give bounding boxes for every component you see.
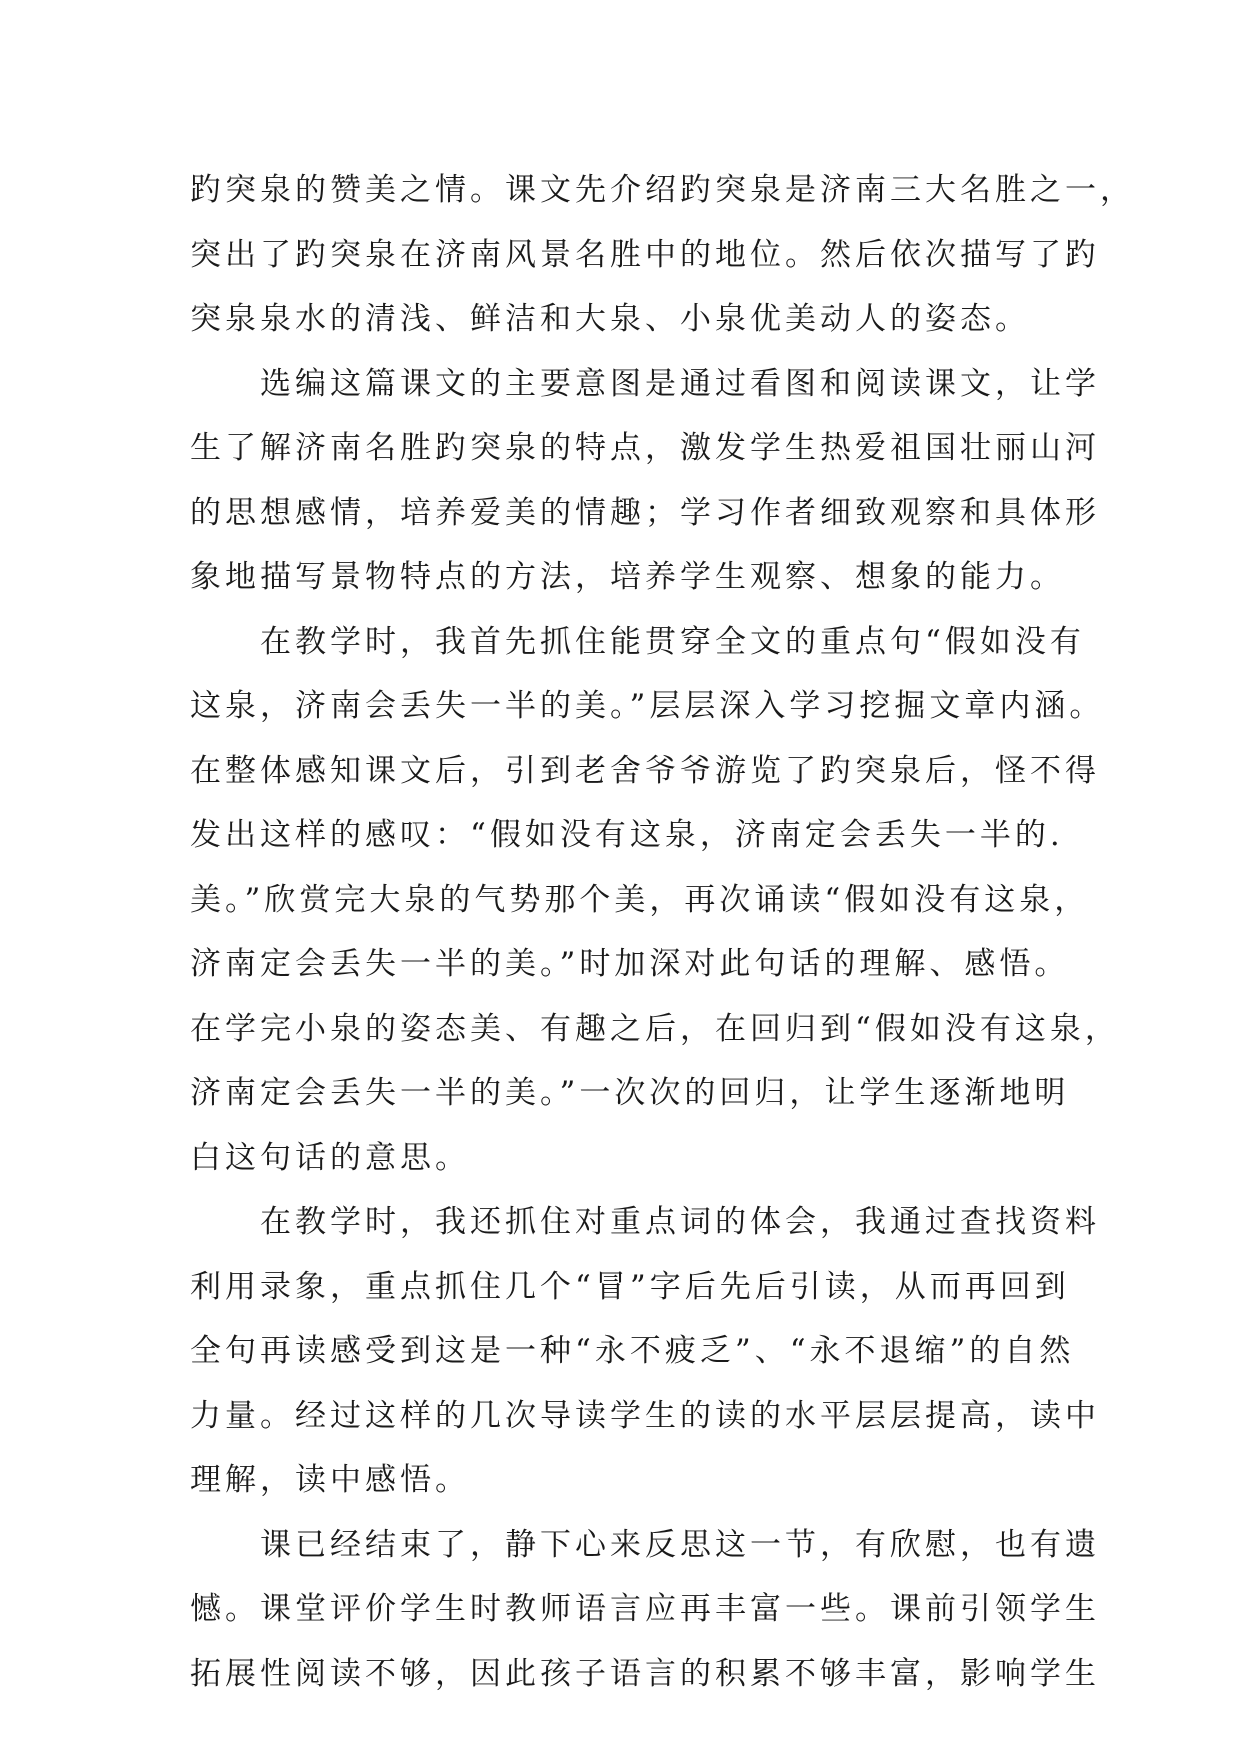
text-line: 象地描写景物特点的方法，培养学生观察、想象的能力。: [190, 559, 1065, 595]
paragraph-start-line: 选编这篇课文的主要意图是通过看图和阅读课文，让学: [260, 365, 1100, 402]
text-line: 在学完小泉的姿态美、有趣之后，在回归到“假如没有这泉，: [190, 1010, 1120, 1047]
paragraph-start-line: 课已经结束了，静下心来反思这一节，有欣慰，也有遗: [260, 1526, 1100, 1563]
text-line: 趵突泉的赞美之情。课文先介绍趵突泉是济南三大名胜之一，: [190, 172, 1135, 208]
paragraph-start-line: 在教学时，我还抓住对重点词的体会，我通过查找资料: [260, 1204, 1100, 1240]
text-line: 全句再读感受到这是一种“永不疲乏”、“永不退缩”的自然: [190, 1333, 1075, 1369]
text-line: 的思想感情，培养爱美的情趣；学习作者细致观察和具体形: [190, 494, 1100, 531]
paragraph-start-line: 在教学时，我首先抓住能贯穿全文的重点句“假如没有: [260, 623, 1085, 660]
text-line: 济南定会丢失一半的美。”一次次的回归，让学生逐渐地明: [190, 1075, 1070, 1111]
text-line: 发出这样的感叹：“假如没有这泉，济南定会丢失一半的.: [190, 817, 1064, 853]
text-line: 突泉泉水的清浅、鲜洁和大泉、小泉优美动人的姿态。: [190, 301, 1030, 337]
text-line: 理解，读中感悟。: [190, 1462, 470, 1498]
text-line: 济南定会丢失一半的美。”时加深对此句话的理解、感悟。: [190, 946, 1070, 982]
text-line: 利用录象，重点抓住几个“冒”字后先后引读，从而再回到: [190, 1268, 1070, 1305]
text-line: 美。”欣赏完大泉的气势那个美，再次诵读“假如没有这泉，: [190, 881, 1090, 918]
text-line: 突出了趵突泉在济南风景名胜中的地位。然后依次描写了趵: [190, 236, 1100, 273]
text-line: 力量。经过这样的几次导读学生的读的水平层层提高，读中: [190, 1397, 1100, 1434]
text-line: 在整体感知课文后，引到老舍爷爷游览了趵突泉后，怪不得: [190, 752, 1100, 789]
text-line: 白这句话的意思。: [190, 1139, 470, 1176]
body-text: [190, 158, 1135, 1706]
text-line: 这泉，济南会丢失一半的美。”层层深入学习挖掘文章内涵。: [190, 688, 1105, 724]
text-line: 生了解济南名胜趵突泉的特点，激发学生热爱祖国壮丽山河: [190, 430, 1100, 466]
text-line: 憾。课堂评价学生时教师语言应再丰富一些。课前引领学生: [190, 1591, 1100, 1627]
text-line: 拓展性阅读不够，因此孩子语言的积累不够丰富，影响学生: [190, 1655, 1100, 1692]
